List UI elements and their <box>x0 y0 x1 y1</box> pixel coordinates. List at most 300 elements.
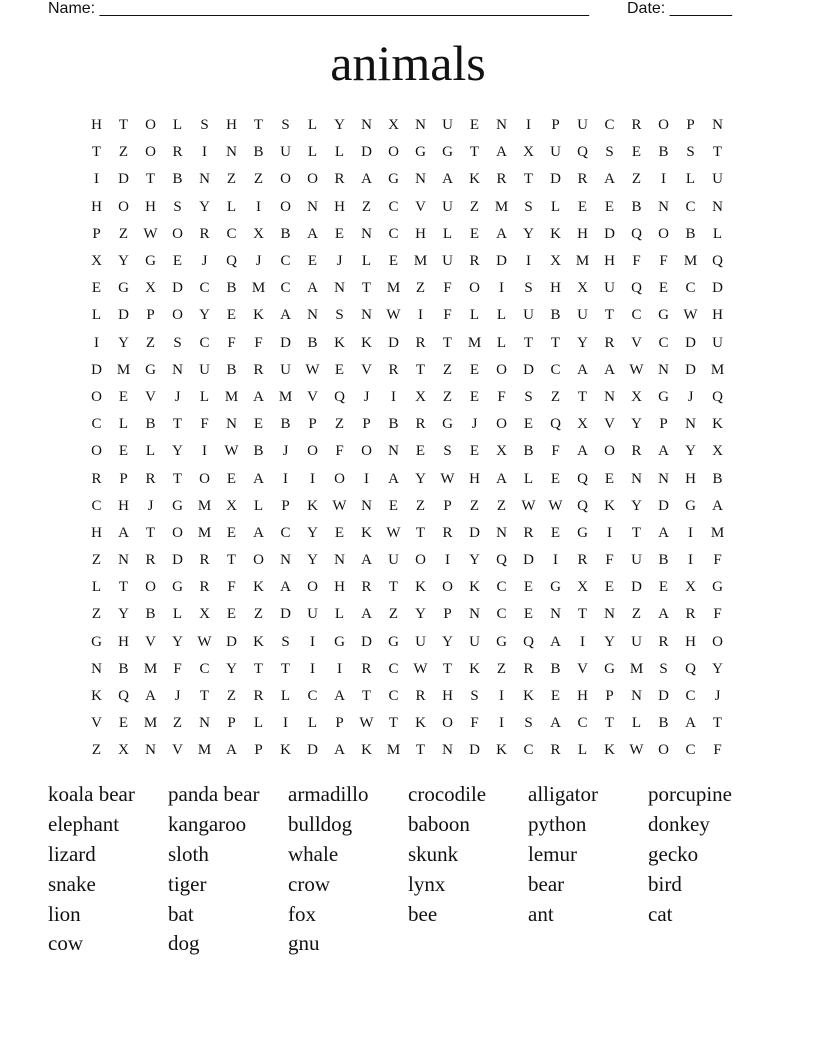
grid-letter: N <box>631 688 642 705</box>
grid-letter: I <box>526 117 531 134</box>
grid-letter: W <box>386 307 401 324</box>
grid-letter: R <box>631 117 642 134</box>
grid-letter: X <box>685 579 696 596</box>
grid-letter: C <box>280 524 291 541</box>
grid-letter: P <box>443 606 452 623</box>
grid-letter: B <box>550 307 561 324</box>
grid-letter: S <box>443 443 452 460</box>
grid-letter: M <box>683 253 698 270</box>
grid-letter: D <box>118 171 129 188</box>
word-list-item: gecko <box>648 841 699 866</box>
grid-letter: F <box>659 253 668 270</box>
grid-letter: Q <box>631 280 642 297</box>
grid-letter: W <box>386 524 401 541</box>
grid-letter: K <box>496 742 507 759</box>
grid-letter: X <box>199 606 210 623</box>
grid-letter: Y <box>172 443 183 460</box>
grid-letter: S <box>281 633 290 650</box>
grid-letter: L <box>307 715 318 732</box>
grid-letter: A <box>604 171 615 188</box>
word-list-item: tiger <box>168 871 207 896</box>
grid-letter: D <box>280 334 291 351</box>
grid-letter: P <box>254 742 263 759</box>
grid-letter: O <box>361 443 372 460</box>
grid-letter: E <box>172 253 183 270</box>
grid-letter: Y <box>604 633 615 650</box>
grid-letter: R <box>361 579 372 596</box>
grid-letter: J <box>174 388 181 405</box>
grid-letter: G <box>415 144 426 161</box>
grid-letter: F <box>443 307 452 324</box>
word-list-item: cat <box>648 901 673 926</box>
grid-letter: N <box>334 280 345 297</box>
grid-letter: Z <box>91 742 102 759</box>
grid-letter: N <box>226 416 237 433</box>
grid-letter: T <box>280 660 291 677</box>
grid-letter: E <box>118 388 129 405</box>
grid-letter: K <box>280 742 291 759</box>
date-field-label: Date: _______ <box>627 0 732 17</box>
grid-letter: T <box>577 388 588 405</box>
grid-letter: M <box>629 660 644 677</box>
grid-letter: R <box>199 225 210 242</box>
grid-letter: K <box>469 660 480 677</box>
word-list-item: lynx <box>408 871 446 896</box>
grid-letter: E <box>469 361 480 378</box>
grid-letter: A <box>361 606 372 623</box>
grid-letter: T <box>415 361 426 378</box>
grid-letter: K <box>253 307 264 324</box>
grid-letter: T <box>523 334 534 351</box>
grid-letter: E <box>91 280 102 297</box>
grid-letter: N <box>550 606 561 623</box>
grid-letter: N <box>172 361 183 378</box>
grid-letter: R <box>523 660 534 677</box>
grid-row <box>83 493 731 520</box>
grid-letter: N <box>442 742 453 759</box>
grid-letter: O <box>442 715 453 732</box>
grid-letter: L <box>91 579 102 596</box>
grid-letter: Y <box>118 334 129 351</box>
grid-letter: B <box>523 443 534 460</box>
word-list <box>48 780 788 959</box>
grid-letter: O <box>442 579 453 596</box>
grid-letter: E <box>388 253 399 270</box>
grid-letter: Z <box>172 715 183 732</box>
grid-letter: E <box>577 198 588 215</box>
grid-letter: B <box>658 144 669 161</box>
grid-letter: I <box>202 443 207 460</box>
grid-letter: D <box>496 253 507 270</box>
grid-letter: N <box>91 660 102 677</box>
grid-letter: Z <box>226 171 237 188</box>
grid-letter: D <box>604 225 615 242</box>
grid-letter: S <box>605 144 614 161</box>
grid-letter: L <box>307 144 318 161</box>
grid-letter: U <box>577 117 588 134</box>
grid-letter: T <box>550 334 561 351</box>
grid-letter: I <box>202 144 207 161</box>
grid-letter: U <box>442 253 453 270</box>
grid-letter: H <box>334 198 345 215</box>
grid-letter: Q <box>577 470 588 487</box>
grid-letter: O <box>145 117 156 134</box>
grid-letter: Y <box>523 225 534 242</box>
grid-letter: M <box>575 253 590 270</box>
grid-letter: N <box>658 361 669 378</box>
word-list-item: fox <box>288 901 316 926</box>
grid-letter: K <box>469 171 480 188</box>
grid-letter: Q <box>118 688 129 705</box>
grid-letter: R <box>253 361 264 378</box>
grid-letter: N <box>712 198 723 215</box>
grid-letter: F <box>497 388 506 405</box>
grid-letter: L <box>496 334 507 351</box>
grid-letter: Q <box>577 497 588 514</box>
grid-letter: E <box>334 524 345 541</box>
grid-letter: O <box>415 552 426 569</box>
grid-row <box>83 574 731 601</box>
grid-letter: L <box>199 388 210 405</box>
grid-letter: X <box>91 253 102 270</box>
grid-letter: G <box>388 633 399 650</box>
grid-letter: E <box>469 443 480 460</box>
grid-letter: L <box>280 688 291 705</box>
grid-letter: R <box>496 171 507 188</box>
grid-letter: H <box>91 198 102 215</box>
grid-row <box>83 710 731 737</box>
grid-letter: Z <box>442 361 453 378</box>
name-field-label: Name: _______________________________________________________ <box>48 0 589 17</box>
grid-letter: I <box>499 688 504 705</box>
grid-letter: R <box>172 144 183 161</box>
grid-letter: H <box>577 225 588 242</box>
grid-letter: E <box>118 715 129 732</box>
grid-letter: N <box>307 307 318 324</box>
grid-letter: J <box>174 688 181 705</box>
grid-letter: I <box>526 253 531 270</box>
grid-letter: O <box>604 443 615 460</box>
grid-letter: M <box>197 524 212 541</box>
word-list-item: lemur <box>528 841 577 866</box>
grid-letter: Q <box>631 225 642 242</box>
grid-letter: W <box>143 225 158 242</box>
grid-letter: S <box>524 280 533 297</box>
grid-letter: E <box>631 144 642 161</box>
grid-letter: B <box>145 416 156 433</box>
grid-letter: T <box>469 144 480 161</box>
grid-letter: U <box>604 280 615 297</box>
letter-grid <box>83 112 731 765</box>
grid-letter: E <box>334 225 345 242</box>
grid-letter: Y <box>226 660 237 677</box>
grid-letter: U <box>280 144 291 161</box>
grid-letter: E <box>469 388 480 405</box>
grid-letter: R <box>145 470 156 487</box>
grid-letter: T <box>118 579 129 596</box>
grid-letter: M <box>278 388 293 405</box>
grid-letter: V <box>361 361 372 378</box>
grid-letter: W <box>197 633 212 650</box>
grid-letter: B <box>280 416 291 433</box>
grid-letter: K <box>361 742 372 759</box>
grid-letter: C <box>550 361 561 378</box>
grid-letter: L <box>307 117 318 134</box>
word-list-item: alligator <box>528 782 598 807</box>
grid-letter: W <box>305 361 320 378</box>
grid-letter: O <box>253 552 264 569</box>
grid-letter: N <box>361 307 372 324</box>
grid-letter: P <box>92 225 101 242</box>
grid-letter: N <box>496 524 507 541</box>
grid-letter: L <box>631 715 642 732</box>
grid-letter: E <box>307 253 318 270</box>
grid-letter: E <box>658 579 669 596</box>
grid-letter: F <box>713 552 722 569</box>
grid-letter: Z <box>91 552 102 569</box>
grid-letter: Y <box>631 416 642 433</box>
grid-letter: T <box>226 552 237 569</box>
grid-letter: D <box>523 552 534 569</box>
grid-letter: C <box>280 280 291 297</box>
grid-letter: D <box>631 579 642 596</box>
grid-letter: Y <box>577 334 588 351</box>
grid-letter: M <box>710 361 725 378</box>
grid-letter: X <box>577 579 588 596</box>
grid-letter: W <box>224 443 239 460</box>
grid-letter: A <box>253 470 264 487</box>
grid-letter: A <box>334 688 345 705</box>
grid-letter: C <box>496 606 507 623</box>
grid-letter: E <box>226 524 237 541</box>
grid-letter: T <box>415 524 426 541</box>
grid-letter: T <box>199 688 210 705</box>
grid-letter: Z <box>334 416 345 433</box>
grid-letter: N <box>469 606 480 623</box>
grid-letter: G <box>388 171 399 188</box>
grid-letter: E <box>523 606 534 623</box>
grid-letter: T <box>712 144 723 161</box>
grid-letter: E <box>523 579 534 596</box>
grid-letter: F <box>173 660 182 677</box>
grid-row <box>83 438 731 465</box>
grid-letter: K <box>550 225 561 242</box>
grid-letter: J <box>714 688 721 705</box>
grid-letter: E <box>469 225 480 242</box>
grid-letter: E <box>604 198 615 215</box>
grid-letter: R <box>523 524 534 541</box>
grid-letter: K <box>91 688 102 705</box>
grid-row <box>83 302 731 329</box>
grid-letter: V <box>631 334 642 351</box>
grid-letter: Z <box>442 388 453 405</box>
grid-letter: B <box>388 416 399 433</box>
grid-letter: R <box>550 742 561 759</box>
grid-letter: A <box>280 307 291 324</box>
grid-letter: S <box>173 334 182 351</box>
grid-letter: Y <box>334 117 345 134</box>
grid-letter: O <box>334 470 345 487</box>
grid-letter: E <box>523 416 534 433</box>
grid-letter: I <box>310 633 315 650</box>
grid-letter: D <box>388 334 399 351</box>
grid-letter: A <box>577 443 588 460</box>
grid-letter: B <box>118 660 129 677</box>
grid-letter: A <box>361 171 372 188</box>
grid-letter: C <box>226 225 237 242</box>
grid-letter: R <box>685 606 696 623</box>
grid-letter: R <box>199 552 210 569</box>
grid-letter: K <box>604 742 615 759</box>
word-list-item: panda bear <box>168 782 260 807</box>
word-list-item: baboon <box>408 812 470 837</box>
grid-letter: S <box>173 198 182 215</box>
grid-letter: D <box>172 552 183 569</box>
grid-letter: P <box>308 416 317 433</box>
grid-letter: M <box>386 280 401 297</box>
grid-letter: D <box>226 633 237 650</box>
grid-letter: H <box>685 633 696 650</box>
grid-letter: C <box>388 688 399 705</box>
grid-letter: J <box>255 253 262 270</box>
grid-letter: Z <box>118 225 129 242</box>
grid-letter: Q <box>523 633 534 650</box>
word-list-item: crocodile <box>408 782 487 807</box>
grid-letter: T <box>442 660 453 677</box>
grid-letter: E <box>118 443 129 460</box>
grid-letter: D <box>658 497 669 514</box>
grid-letter: R <box>415 334 426 351</box>
grid-letter: U <box>280 361 291 378</box>
grid-letter: Z <box>496 660 507 677</box>
grid-letter: U <box>469 633 480 650</box>
grid-letter: G <box>685 497 696 514</box>
grid-letter: C <box>388 660 399 677</box>
grid-letter: E <box>226 470 237 487</box>
grid-letter: V <box>307 388 318 405</box>
grid-letter: W <box>629 742 644 759</box>
grid-letter: X <box>496 443 507 460</box>
grid-letter: T <box>361 280 372 297</box>
grid-letter: N <box>361 225 372 242</box>
grid-letter: I <box>364 470 369 487</box>
grid-letter: Q <box>226 253 237 270</box>
grid-letter: R <box>334 171 345 188</box>
grid-letter: C <box>577 715 588 732</box>
grid-letter: H <box>145 198 156 215</box>
grid-letter: T <box>91 144 102 161</box>
grid-letter: E <box>226 307 237 324</box>
grid-letter: N <box>280 552 291 569</box>
grid-letter: O <box>307 579 318 596</box>
grid-letter: W <box>521 497 536 514</box>
grid-letter: L <box>496 307 507 324</box>
grid-row <box>83 683 731 710</box>
grid-letter: A <box>253 388 264 405</box>
grid-letter: N <box>496 117 507 134</box>
grid-letter: R <box>415 416 426 433</box>
grid-letter: O <box>307 443 318 460</box>
grid-letter: G <box>550 579 561 596</box>
grid-letter: Y <box>307 524 318 541</box>
grid-letter: G <box>172 497 183 514</box>
grid-letter: A <box>334 742 345 759</box>
word-list-item: gnu <box>288 931 320 956</box>
grid-letter: L <box>334 606 345 623</box>
grid-letter: C <box>199 660 210 677</box>
grid-letter: I <box>580 633 585 650</box>
grid-letter: M <box>386 742 401 759</box>
grid-letter: I <box>391 388 396 405</box>
grid-letter: O <box>280 198 291 215</box>
grid-letter: P <box>659 416 668 433</box>
grid-row <box>83 547 731 574</box>
word-list-item: bulldog <box>288 812 353 837</box>
grid-letter: A <box>550 715 561 732</box>
grid-letter: U <box>550 144 561 161</box>
grid-letter: N <box>631 470 642 487</box>
grid-letter: N <box>118 552 129 569</box>
grid-letter: U <box>712 334 723 351</box>
grid-letter: C <box>91 416 102 433</box>
grid-letter: S <box>686 144 695 161</box>
grid-letter: Z <box>253 171 264 188</box>
grid-letter: O <box>658 117 669 134</box>
grid-letter: A <box>307 225 318 242</box>
grid-letter: V <box>172 742 183 759</box>
grid-letter: V <box>91 715 102 732</box>
grid-letter: T <box>172 470 183 487</box>
grid-row <box>83 221 731 248</box>
grid-letter: K <box>415 715 426 732</box>
grid-letter: N <box>415 171 426 188</box>
grid-letter: F <box>605 552 614 569</box>
grid-letter: T <box>604 715 615 732</box>
grid-letter: O <box>145 144 156 161</box>
grid-letter: E <box>469 117 480 134</box>
grid-letter: A <box>658 524 669 541</box>
grid-letter: G <box>145 253 156 270</box>
grid-letter: R <box>577 171 588 188</box>
grid-letter: L <box>118 416 129 433</box>
grid-letter: F <box>254 334 263 351</box>
grid-letter: X <box>388 117 399 134</box>
grid-letter: Q <box>496 552 507 569</box>
grid-letter: O <box>172 307 183 324</box>
grid-letter: J <box>282 443 289 460</box>
grid-letter: C <box>631 307 642 324</box>
grid-letter: Z <box>388 606 399 623</box>
word-list-item: lion <box>48 901 81 926</box>
grid-letter: I <box>607 524 612 541</box>
grid-letter: B <box>226 361 237 378</box>
grid-letter: A <box>145 688 156 705</box>
grid-letter: A <box>442 171 453 188</box>
grid-letter: A <box>307 280 318 297</box>
grid-letter: O <box>91 443 102 460</box>
grid-letter: C <box>280 253 291 270</box>
grid-letter: S <box>524 715 533 732</box>
grid-letter: G <box>91 633 102 650</box>
grid-row <box>83 166 731 193</box>
grid-letter: T <box>253 660 264 677</box>
word-list-item: dog <box>168 931 200 956</box>
grid-letter: F <box>227 334 236 351</box>
word-list-item: donkey <box>648 812 710 837</box>
grid-letter: B <box>172 171 183 188</box>
grid-letter: M <box>413 253 428 270</box>
grid-letter: A <box>496 225 507 242</box>
